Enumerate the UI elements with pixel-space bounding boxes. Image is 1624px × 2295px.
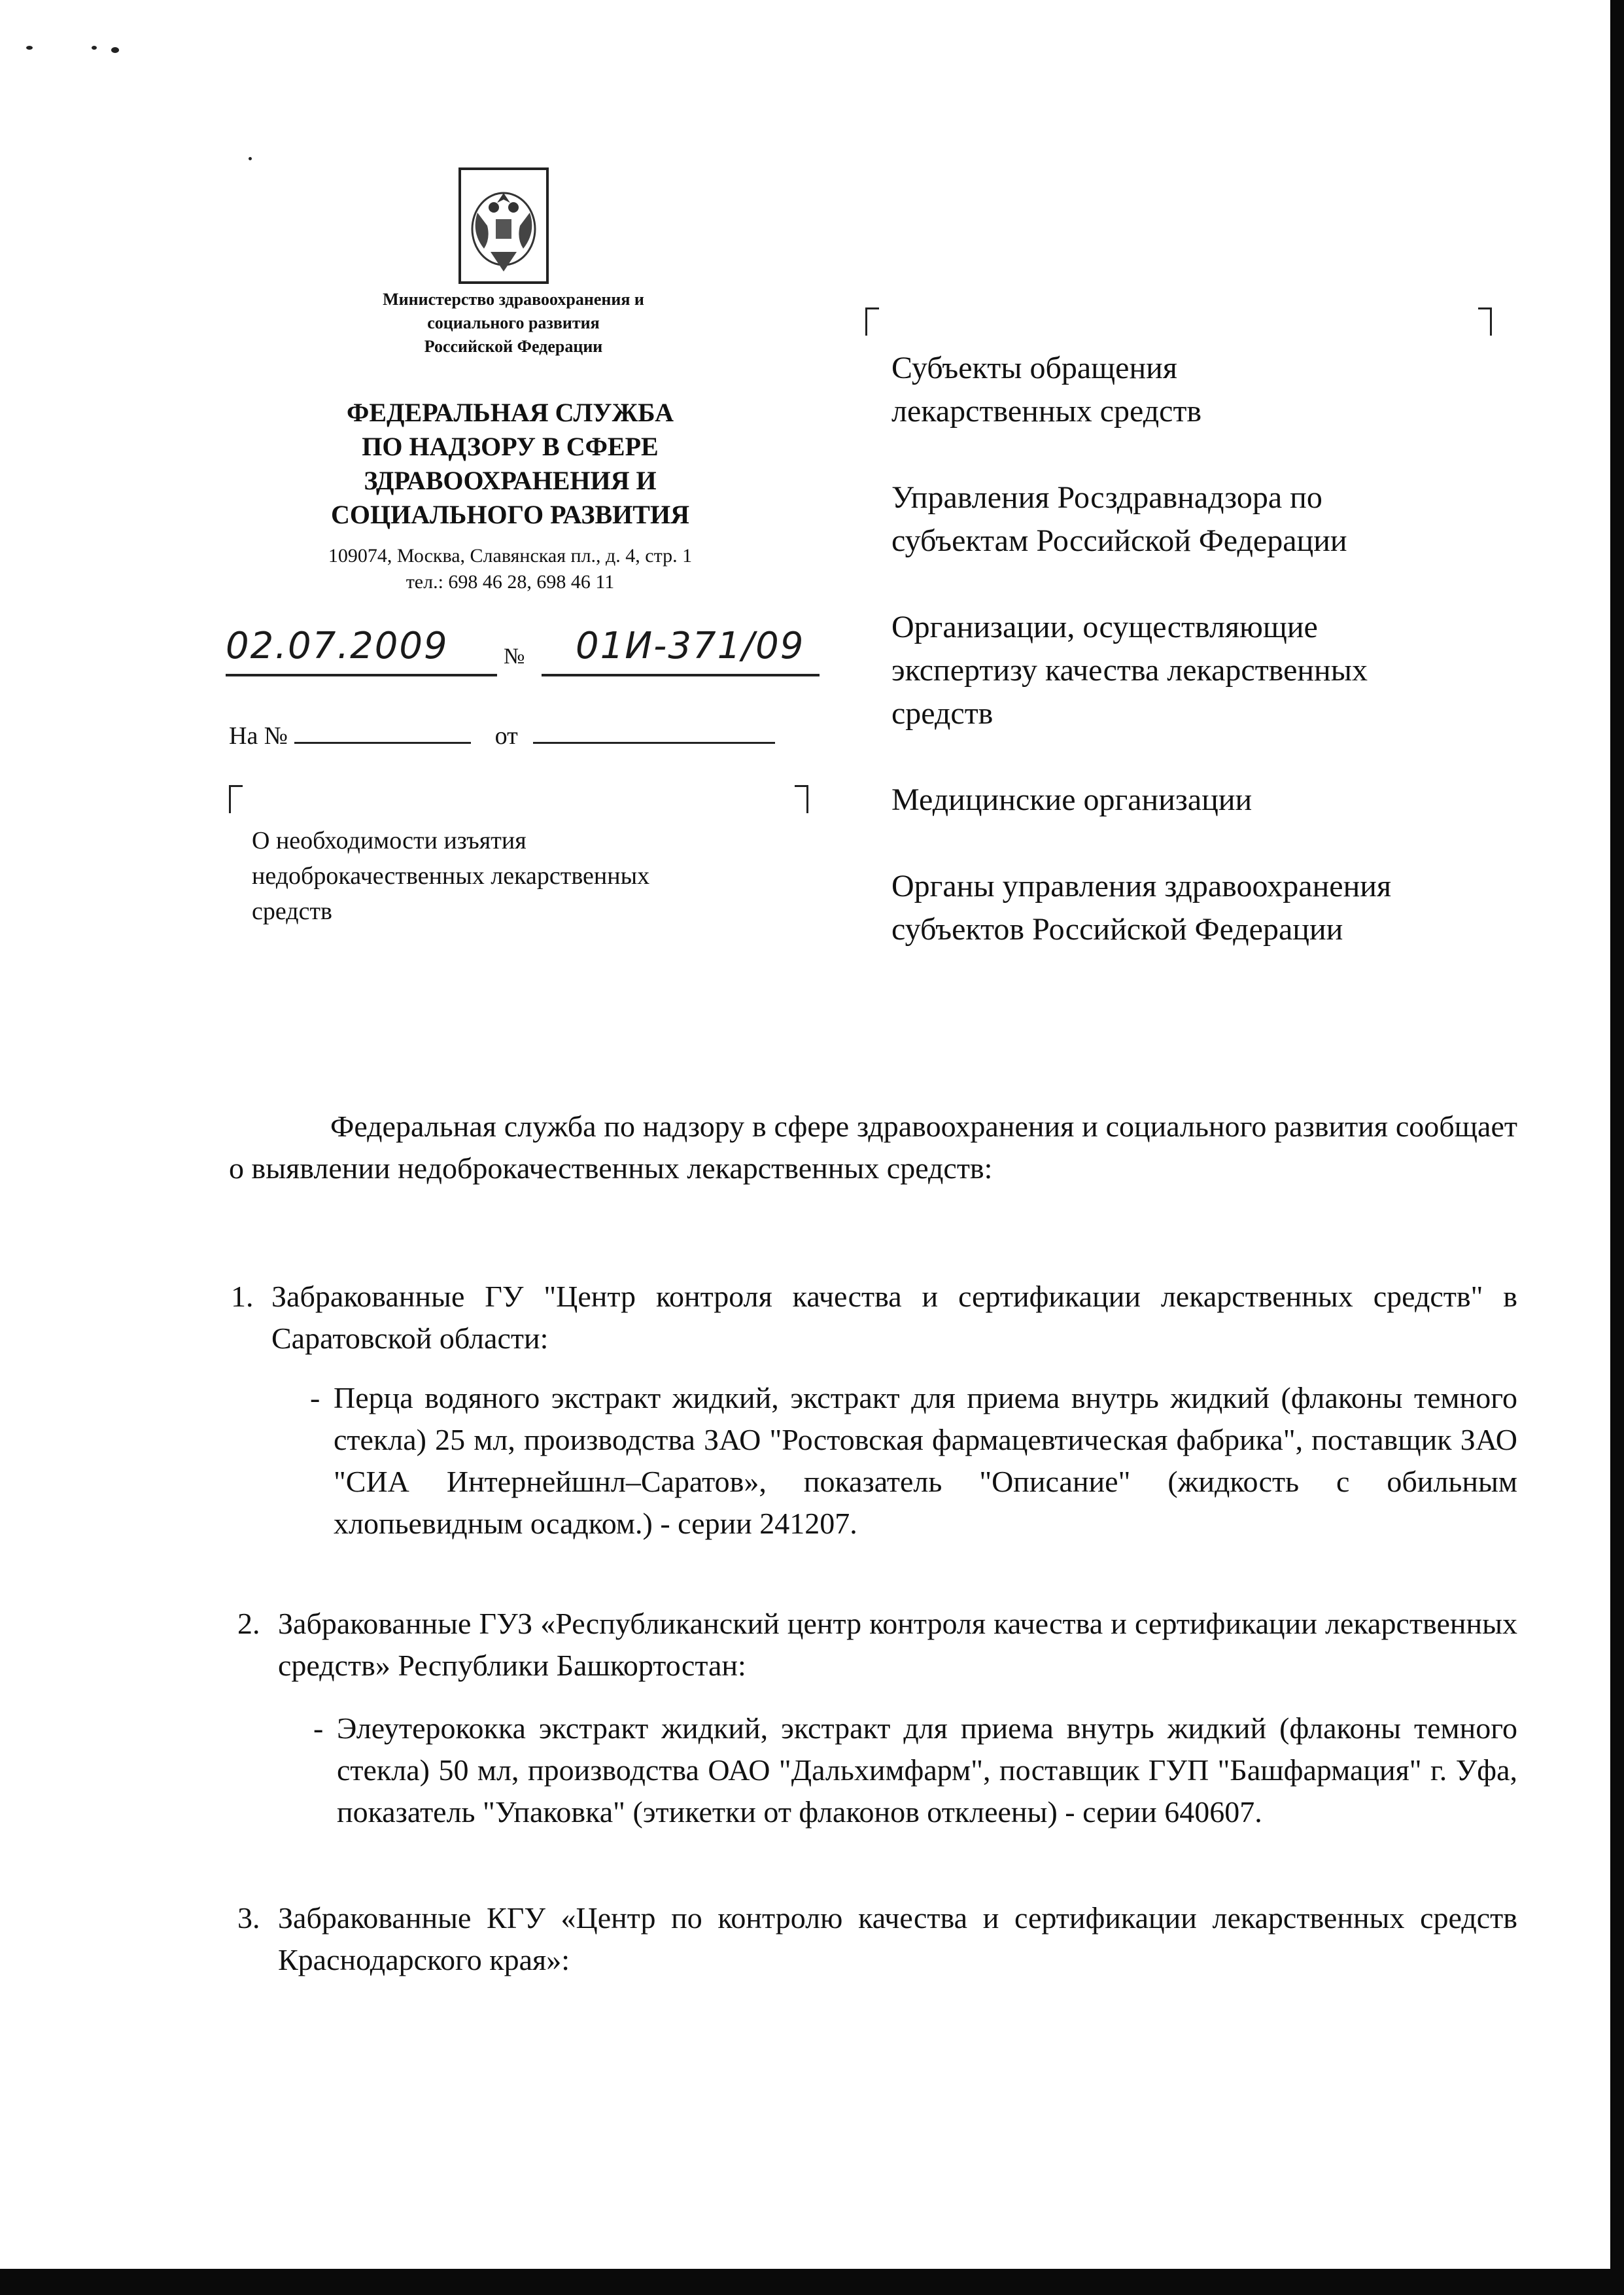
number-sign: № bbox=[504, 644, 525, 669]
service-address bbox=[235, 543, 785, 595]
intro-paragraph: Федеральная служба по надзору в сфере здравоохранения и социального развития сообщает о выявлении недоброкачественных лекарственных средств: bbox=[229, 1110, 1517, 1185]
recipients-bracket-left bbox=[865, 307, 879, 336]
item-number: 1. bbox=[231, 1280, 254, 1313]
document-date: 02.07.2009 bbox=[226, 625, 449, 667]
ministry-line: Российской Федерации bbox=[424, 337, 603, 356]
scan-border-right bbox=[1610, 0, 1624, 2295]
subject-line: О необходимости изъятия bbox=[252, 827, 527, 854]
recipient bbox=[891, 606, 1546, 735]
item-text: Забракованные КГУ «Центр по контролю качества и сертификации лекарственных средств Краснодарского края»: bbox=[278, 1901, 1517, 1976]
service-line: ФЕДЕРАЛЬНАЯ СЛУЖБА bbox=[347, 398, 674, 427]
russian-coat-of-arms-icon bbox=[458, 167, 549, 285]
recipient-line: Органы управления здравоохранения bbox=[891, 869, 1392, 903]
date-underline bbox=[226, 674, 497, 676]
subject-block bbox=[252, 823, 814, 929]
scan-speck bbox=[249, 157, 252, 160]
recipient-line: лекарственных средств bbox=[891, 394, 1202, 429]
list-subitem bbox=[310, 1377, 1517, 1545]
phone-line: тел.: 698 46 28, 698 46 11 bbox=[406, 571, 615, 593]
recipient-line: Управления Росздравнадзора по bbox=[891, 480, 1322, 515]
reply-from-label: от bbox=[494, 722, 518, 750]
list-subitem bbox=[313, 1708, 1517, 1833]
scan-border-bottom bbox=[0, 2269, 1624, 2295]
subject-line: средств bbox=[252, 898, 332, 925]
item-text: Забракованные ГУ "Центр контроля качества и сертификации лекарственных средств" в Саратовской области: bbox=[271, 1280, 1517, 1355]
service-name bbox=[235, 396, 785, 532]
reply-number-label: На № bbox=[229, 722, 288, 750]
ministry-line: Министерство здравоохранения и bbox=[383, 290, 644, 309]
subitem-dash: - bbox=[313, 1711, 324, 1745]
reply-date-blank bbox=[533, 720, 775, 744]
scan-speck bbox=[92, 46, 97, 50]
item-number: 3. bbox=[237, 1901, 260, 1935]
recipient-line: экспертизу качества лекарственных bbox=[891, 653, 1368, 688]
recipient bbox=[891, 779, 1546, 822]
recipient bbox=[891, 347, 1546, 433]
recipients-bracket-right bbox=[1478, 307, 1492, 336]
item-text: Забракованные ГУЗ «Республиканский центр контроля качества и сертификации лекарственных средств» Республики Башкортостан: bbox=[278, 1607, 1517, 1682]
recipients-list bbox=[891, 347, 1546, 994]
ministry-line: социального развития bbox=[427, 313, 600, 332]
list-item bbox=[237, 1897, 1517, 1981]
service-line: ПО НАДЗОРУ В СФЕРЕ bbox=[362, 432, 659, 461]
recipient-line: субъектов Российской Федерации bbox=[891, 912, 1343, 947]
address-line: 109074, Москва, Славянская пл., д. 4, стр. 1 bbox=[328, 545, 693, 567]
subitem-dash: - bbox=[310, 1381, 320, 1414]
ministry-name bbox=[262, 288, 765, 359]
service-line: ЗДРАВООХРАНЕНИЯ И bbox=[364, 466, 657, 495]
document-number: 01И-371/09 bbox=[576, 625, 805, 667]
subitem-text: Перца водяного экстракт жидкий, экстракт для приема внутрь жидкий (флаконы темного стекла) 25 мл, производства ЗАО "Ростовская фармацевтическая фабрика", поставщик ЗАО "СИА Интернейшнл–Саратов», показатель "Описание" (жидкость с обильным хлопьевидным осадком.) - серии 241207. bbox=[334, 1381, 1517, 1540]
subject-bracket-right bbox=[795, 785, 808, 813]
list-item bbox=[231, 1276, 1517, 1359]
reply-reference bbox=[229, 720, 775, 751]
recipient-line: Медицинские организации bbox=[891, 782, 1253, 817]
recipient-line: средств bbox=[891, 696, 993, 731]
subitem-text: Элеутерококка экстракт жидкий, экстракт для приема внутрь жидкий (флаконы темного стекла) 50 мл, производства ОАО "Дальхимфарм", поставщик ГУП "Башфармация" г. Уфа, показатель "Упаковка" (этикетки от флаконов отклеены) - серии 640607. bbox=[337, 1711, 1517, 1829]
subject-bracket-left bbox=[229, 785, 243, 813]
subject-line: недоброкачественных лекарственных bbox=[252, 862, 650, 890]
item-number: 2. bbox=[237, 1607, 260, 1640]
recipient bbox=[891, 865, 1546, 951]
scan-speck bbox=[111, 47, 119, 53]
scan-speck bbox=[26, 46, 33, 50]
recipient-line: Субъекты обращения bbox=[891, 351, 1177, 385]
recipient bbox=[891, 476, 1546, 563]
list-item bbox=[237, 1603, 1517, 1687]
recipient-line: субъектам Российской Федерации bbox=[891, 523, 1347, 558]
reply-number-blank bbox=[294, 720, 471, 744]
recipient-line: Организации, осуществляющие bbox=[891, 610, 1318, 644]
service-line: СОЦИАЛЬНОГО РАЗВИТИЯ bbox=[331, 500, 689, 529]
number-underline bbox=[542, 674, 820, 676]
